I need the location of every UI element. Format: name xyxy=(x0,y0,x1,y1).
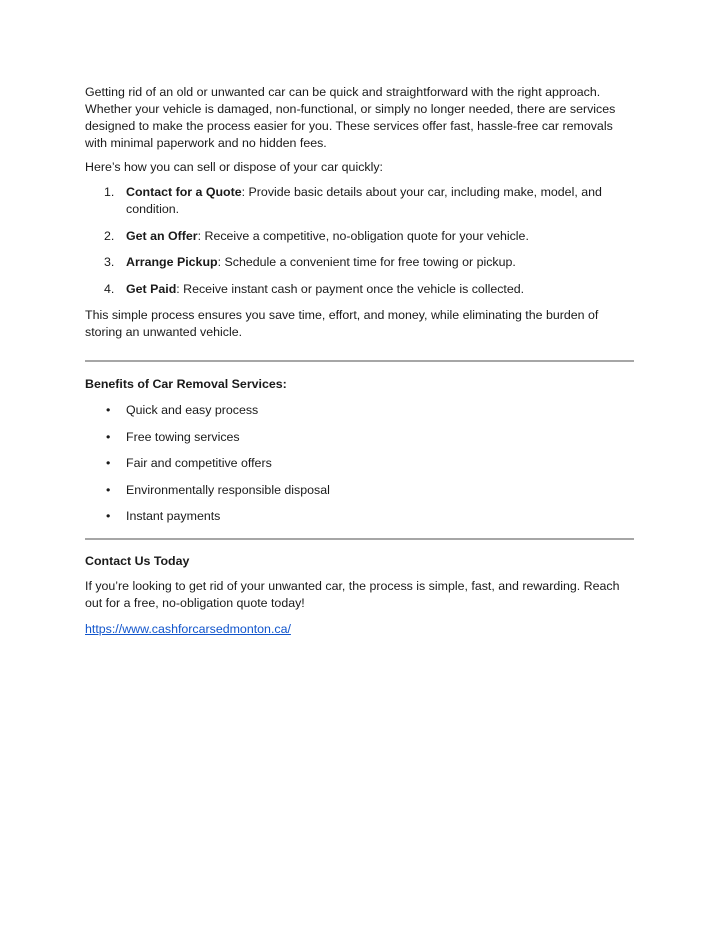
step-number: 1. xyxy=(104,185,115,199)
step-number: 2. xyxy=(104,228,115,243)
step-text: : Provide basic details about your car, including make, model, and condition. xyxy=(126,185,602,216)
step-title: Contact for a Quote xyxy=(126,185,242,199)
section-divider xyxy=(85,360,634,362)
steps-list xyxy=(85,184,634,298)
bullet-icon: • xyxy=(106,429,111,444)
list-item xyxy=(85,254,634,271)
list-item xyxy=(85,508,634,525)
list-item xyxy=(85,429,634,446)
step-title: Get an Offer xyxy=(126,228,198,243)
benefits-list xyxy=(85,402,634,525)
website-link[interactable]: https://www.cashforcarsedmonton.ca/ xyxy=(85,621,291,636)
step-number: 4. xyxy=(104,281,115,296)
benefit-label: Instant payments xyxy=(126,508,221,523)
benefit-label: Fair and competitive offers xyxy=(126,456,272,471)
section-divider xyxy=(85,538,634,540)
benefit-label: Quick and easy process xyxy=(126,403,259,418)
bullet-icon: • xyxy=(106,508,111,523)
benefit-label: Environmentally responsible disposal xyxy=(126,482,330,497)
bullet-icon: • xyxy=(106,482,111,497)
contact-heading: Contact Us Today xyxy=(85,553,190,568)
contact-paragraph: If you’re looking to get rid of your unwanted car, the process is simple, fast, and rewarding. Reach out for a free, no-obligation quote today! xyxy=(85,578,620,610)
list-item xyxy=(85,482,634,499)
list-item xyxy=(85,281,634,298)
step-text: : Receive a competitive, no-obligation quote for your vehicle. xyxy=(197,228,529,243)
list-item xyxy=(85,184,634,218)
list-item xyxy=(85,402,634,419)
step-title: Arrange Pickup xyxy=(126,255,218,270)
closing-paragraph: This simple process ensures you save time, effort, and money, while eliminating the burden of storing an unwanted vehicle. xyxy=(85,308,599,340)
intro-paragraph: Getting rid of an old or unwanted car can be quick and straightforward with the right approach. Whether your vehicle is damaged, non-functional, or simply no longer needed, there are services designed to make the process easier for you. These services offer fast, hassle-free car removals with minimal paperwork and no hidden fees. xyxy=(85,85,616,150)
step-text: : Schedule a convenient time for free towing or pickup. xyxy=(217,255,516,270)
benefits-heading: Benefits of Car Removal Services: xyxy=(85,377,287,392)
step-title: Get Paid xyxy=(126,281,177,296)
bullet-icon: • xyxy=(106,403,111,418)
step-text: : Receive instant cash or payment once the vehicle is collected. xyxy=(176,281,525,296)
step-number: 3. xyxy=(104,255,115,270)
lead-paragraph: Here’s how you can sell or dispose of your car quickly: xyxy=(85,160,383,174)
bullet-icon: • xyxy=(106,456,111,471)
list-item xyxy=(85,455,634,472)
list-item xyxy=(85,228,634,245)
benefit-label: Free towing services xyxy=(126,429,240,444)
